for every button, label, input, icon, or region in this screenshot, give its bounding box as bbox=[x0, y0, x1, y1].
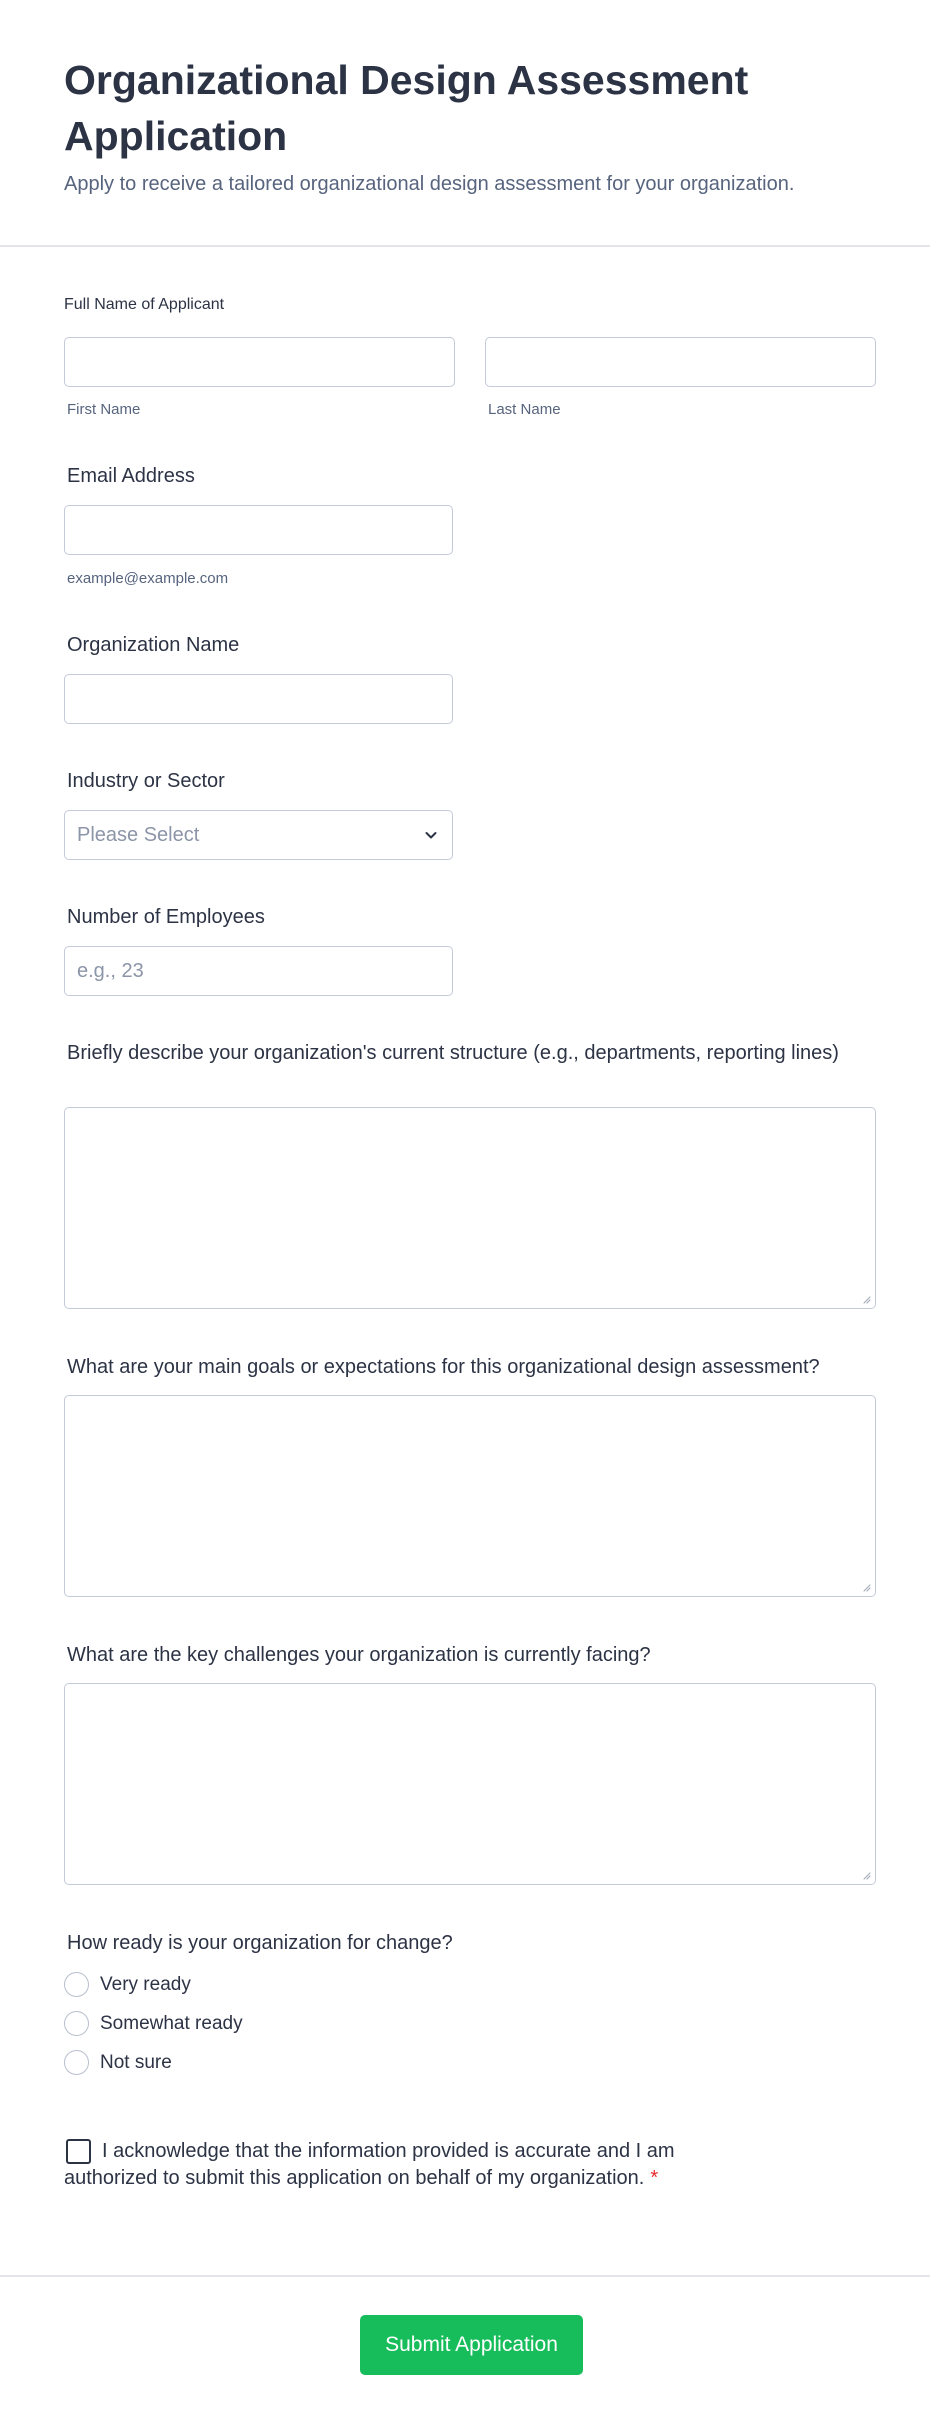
email-sublabel: example@example.com bbox=[67, 570, 229, 587]
header-divider bbox=[0, 245, 930, 247]
radio-label: Not sure bbox=[100, 2051, 172, 2073]
radio-option-not-sure[interactable] bbox=[64, 2050, 172, 2075]
industry-placeholder: Please Select bbox=[77, 823, 200, 846]
employees-input[interactable] bbox=[64, 946, 453, 996]
first-name-sublabel: First Name bbox=[67, 401, 141, 418]
resize-handle-icon[interactable] bbox=[861, 1582, 871, 1592]
radio-label: Somewhat ready bbox=[100, 2012, 243, 2034]
challenges-label: What are the key challenges your organization is currently facing? bbox=[67, 1644, 651, 1666]
radio-button[interactable] bbox=[64, 1972, 89, 1997]
first-name-input[interactable] bbox=[64, 337, 455, 387]
acknowledge-label bbox=[64, 2138, 764, 2192]
full-name-label: Full Name of Applicant bbox=[64, 296, 225, 313]
resize-handle-icon[interactable] bbox=[861, 1870, 871, 1880]
chevron-down-icon bbox=[424, 828, 438, 842]
goals-textarea[interactable] bbox=[64, 1395, 876, 1597]
structure-textarea[interactable] bbox=[64, 1107, 876, 1309]
employees-label: Number of Employees bbox=[67, 906, 265, 928]
employees-placeholder: e.g., 23 bbox=[77, 959, 144, 982]
goals-label: What are your main goals or expectations for this organizational design assessment? bbox=[67, 1356, 820, 1378]
radio-option-very-ready[interactable] bbox=[64, 1972, 191, 1997]
email-input[interactable] bbox=[64, 505, 453, 555]
challenges-textarea[interactable] bbox=[64, 1683, 876, 1885]
structure-label: Briefly describe your organization's current structure (e.g., departments, reporting lines) bbox=[67, 1042, 839, 1064]
radio-label: Very ready bbox=[100, 1973, 191, 1995]
footer-divider bbox=[0, 2275, 930, 2277]
org-name-label: Organization Name bbox=[67, 634, 240, 656]
radio-button[interactable] bbox=[64, 2011, 89, 2036]
radio-option-somewhat-ready[interactable] bbox=[64, 2011, 243, 2036]
submit-button[interactable]: Submit Application bbox=[360, 2315, 583, 2375]
industry-label: Industry or Sector bbox=[67, 770, 225, 792]
org-name-input[interactable] bbox=[64, 674, 453, 724]
industry-select[interactable] bbox=[64, 810, 453, 860]
resize-handle-icon[interactable] bbox=[861, 1294, 871, 1304]
form-title: Organizational Design Assessment Application bbox=[64, 57, 749, 159]
email-label: Email Address bbox=[67, 465, 195, 487]
last-name-input[interactable] bbox=[485, 337, 876, 387]
form-subtitle: Apply to receive a tailored organizational design assessment for your organization. bbox=[64, 173, 795, 195]
radio-button[interactable] bbox=[64, 2050, 89, 2075]
required-mark: * bbox=[650, 2167, 659, 2189]
acknowledge-text: I acknowledge that the information provided is accurate and I am authorized to submit this application on behalf of my organization. bbox=[64, 2140, 675, 2189]
readiness-label: How ready is your organization for change? bbox=[67, 1932, 453, 1954]
form-header bbox=[0, 0, 930, 246]
last-name-sublabel: Last Name bbox=[488, 401, 561, 418]
